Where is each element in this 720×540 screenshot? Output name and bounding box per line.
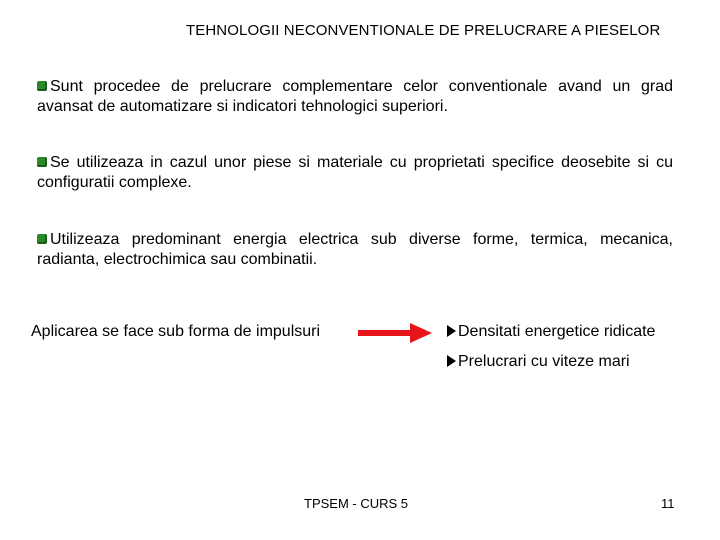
bullet-text: Se utilizeaza in cazul unor piese si materiale cu proprietati specifice deosebite si cu configuratii complexe. [37,154,673,191]
right-arrow-icon [358,323,432,343]
consequence-text: Prelucrari cu viteze mari [458,353,630,370]
arrowhead-bullet-icon [447,325,456,337]
consequence-text: Densitati energetice ridicate [458,323,656,340]
footer-page-number: 11 [661,496,675,511]
footer-course: TPSEM - CURS 5 [304,496,409,511]
checkbox-bullet-icon [37,157,47,167]
bullet-item [37,153,673,193]
bullet-item [37,230,673,270]
bullet-text: Utilizeaza predominant energia electrica sub diverse forme, termica, mecanica, radianta, electrochimica sau combinatii. [37,231,673,268]
arrowhead-bullet-icon [447,355,456,367]
bullet-text: Sunt procedee de prelucrare complementare celor conventionale avand un grad avansat de automatizare si indicatori tehnologici superiori. [37,78,673,115]
slide-title: TEHNOLOGII NECONVENTIONALE DE PRELUCRARE A PIESELOR [186,22,661,39]
consequence-item [447,353,630,371]
checkbox-bullet-icon [37,81,47,91]
impulse-text: Aplicarea se face sub forma de impulsuri [31,323,321,340]
consequence-item [447,323,655,341]
bullet-item [37,77,673,117]
checkbox-bullet-icon [37,234,47,244]
